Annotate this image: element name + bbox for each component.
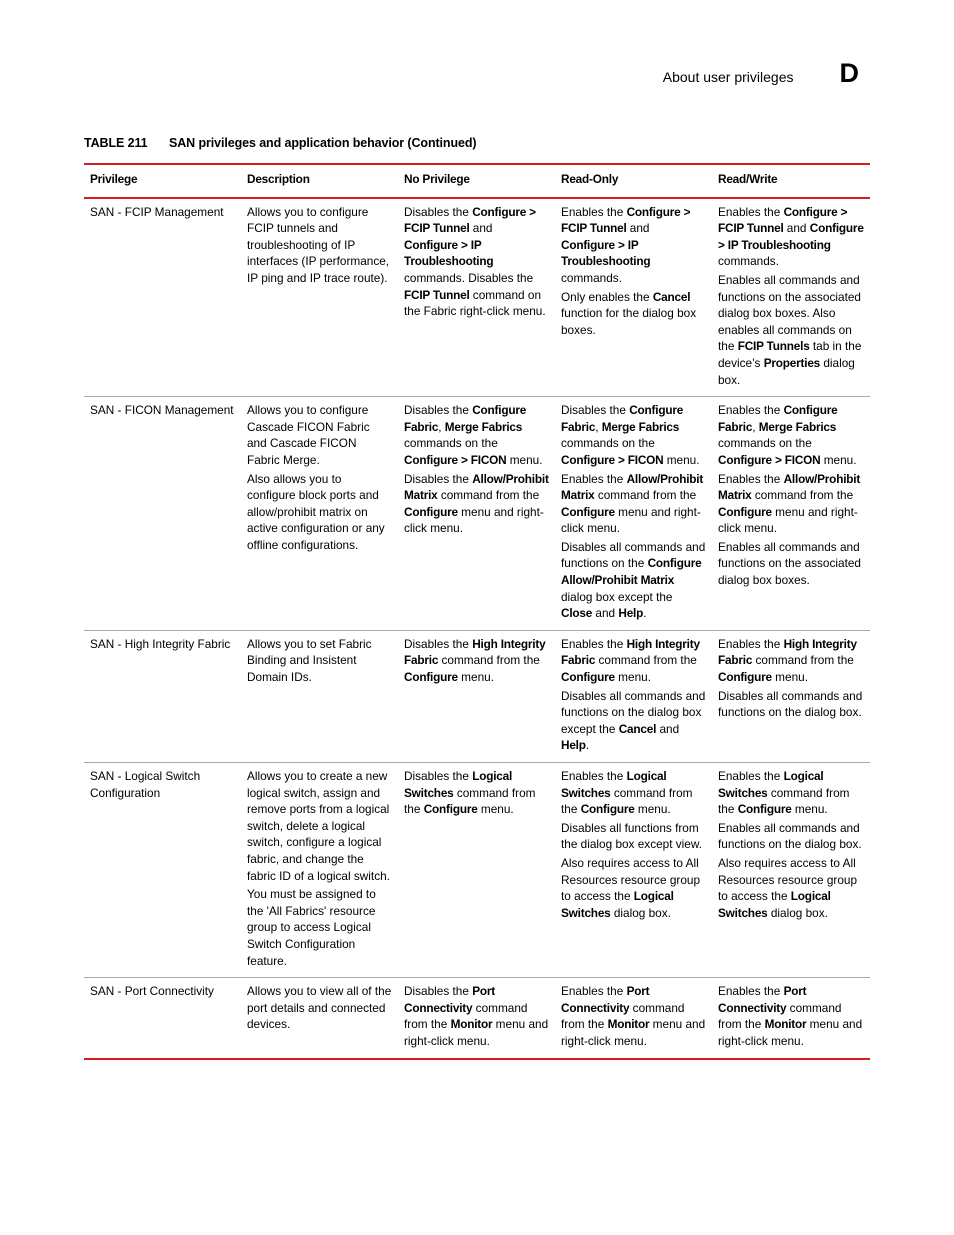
ui-command-label: Configure > FICON xyxy=(404,452,507,467)
cell-paragraph: Enables all commands and functions on the dialog box. xyxy=(718,820,862,852)
read-write-cell xyxy=(712,397,870,631)
chapter-letter: D xyxy=(839,58,859,88)
ui-command-label: High Integrity Fabric xyxy=(718,636,857,668)
ui-command-label: Cancel xyxy=(618,721,657,736)
cell-paragraph: Also allows you to configure block ports and allow/prohibit matrix on active configuration or any offline configurations. xyxy=(247,471,385,552)
ui-command-label: Logical Switches xyxy=(561,889,674,920)
read-only-cell xyxy=(555,763,712,978)
description-cell xyxy=(241,630,398,762)
table-body xyxy=(84,198,870,1059)
privilege-cell: SAN - FICON Management xyxy=(84,397,241,631)
privilege-cell: SAN - Port Connectivity xyxy=(84,978,241,1059)
ui-command-label: Monitor xyxy=(450,1017,493,1032)
ui-command-label: Configure xyxy=(718,504,772,519)
cell-paragraph: Enables all commands and functions on the associated dialog box boxes. Also enables all commands on the FCIP Tunnels tab in the device’s Properties dialog box. xyxy=(718,272,862,387)
cell-paragraph: Allows you to configure Cascade FICON Fabric and Cascade FICON Fabric Merge. xyxy=(247,403,370,467)
no-privilege-cell xyxy=(398,397,555,631)
column-header-read-write: Read/Write xyxy=(712,164,870,198)
read-write-cell xyxy=(712,630,870,762)
ui-command-label: Port Connectivity xyxy=(404,984,495,1015)
cell-paragraph: Enables all commands and functions on the associated dialog box boxes. xyxy=(718,539,861,588)
read-only-cell xyxy=(555,630,712,762)
cell-paragraph: Disables all commands and functions on the Configure Allow/Prohibit Matrix dialog box except the Close and Help. xyxy=(561,539,706,621)
ui-command-label: High Integrity Fabric xyxy=(561,636,700,668)
ui-command-label: Configure Allow/Prohibit Matrix xyxy=(561,556,702,588)
cell-paragraph: Only enables the Cancel function for the dialog box boxes. xyxy=(561,289,697,337)
read-write-cell xyxy=(712,763,870,978)
table-row xyxy=(84,630,870,762)
cell-paragraph: Enables the Logical Switches command from the Configure menu. xyxy=(561,769,693,817)
cell-paragraph: Allows you to create a new logical switch, assign and remove ports from a logical switch, delete a logical switch, configure a logical fabric, and change the fabric ID of a logical switch. xyxy=(247,769,390,883)
ui-command-label: Logical Switches xyxy=(404,769,513,800)
cell-paragraph: Disables all functions from the dialog box except view. xyxy=(561,820,702,852)
ui-command-label: Logical Switches xyxy=(718,889,831,920)
ui-command-label: Allow/Prohibit Matrix xyxy=(718,471,861,503)
ui-command-label: Merge Fabrics xyxy=(601,419,680,434)
ui-command-label: Configure Fabric xyxy=(404,403,527,434)
ui-command-label: Configure Fabric xyxy=(718,403,838,434)
no-privilege-cell xyxy=(398,198,555,397)
description-cell xyxy=(241,397,398,631)
ui-command-label: Merge Fabrics xyxy=(758,419,837,434)
ui-command-label: Configure xyxy=(404,670,458,685)
ui-command-label: Configure > IP Troubleshooting xyxy=(718,221,864,252)
ui-command-label: Logical Switches xyxy=(718,769,824,800)
privileges-table xyxy=(84,163,870,1060)
ui-command-label: Configure > FCIP Tunnel xyxy=(404,204,536,236)
ui-command-label: Configure xyxy=(423,802,478,817)
ui-command-label: Close xyxy=(561,606,593,621)
table-row xyxy=(84,397,870,631)
table-header xyxy=(84,164,870,198)
cell-paragraph: Disables the Configure > FCIP Tunnel and Configure > IP Troubleshooting commands. Disables the FCIP Tunnel command on the Fabric right-click menu. xyxy=(404,204,546,319)
ui-command-label: Allow/Prohibit Matrix xyxy=(404,471,549,503)
cell-paragraph: Enables the Port Connectivity command from the Monitor menu and right-click menu. xyxy=(718,984,863,1048)
cell-paragraph: Enables the Port Connectivity command from the Monitor menu and right-click menu. xyxy=(561,984,706,1048)
read-only-cell xyxy=(555,978,712,1059)
cell-paragraph: Enables the Configure > FCIP Tunnel and Configure > IP Troubleshooting commands. xyxy=(561,204,691,285)
ui-command-label: Configure > IP Troubleshooting xyxy=(561,237,651,269)
table-number: TABLE 211 xyxy=(84,136,148,150)
read-only-cell xyxy=(555,397,712,631)
column-header-read-only: Read-Only xyxy=(555,164,712,198)
column-header-description: Description xyxy=(241,164,398,198)
ui-command-label: Help xyxy=(618,606,644,621)
ui-command-label: FCIP Tunnels xyxy=(737,339,810,354)
column-header-no-privilege: No Privilege xyxy=(398,164,555,198)
ui-command-label: Cancel xyxy=(652,289,691,304)
privilege-cell: SAN - Logical Switch Configuration xyxy=(84,763,241,978)
no-privilege-cell xyxy=(398,763,555,978)
ui-command-label: Logical Switches xyxy=(561,769,667,800)
cell-paragraph: Enables the Configure > FCIP Tunnel and Configure > IP Troubleshooting commands. xyxy=(718,204,864,269)
cell-paragraph: Enables the Allow/Prohibit Matrix command from the Configure menu and right-click menu. xyxy=(561,471,704,536)
table-caption xyxy=(84,136,476,150)
table-row xyxy=(84,198,870,397)
cell-paragraph: Enables the High Integrity Fabric command from the Configure menu. xyxy=(718,636,857,685)
ui-command-label: Properties xyxy=(763,355,821,370)
column-header-privilege: Privilege xyxy=(84,164,241,198)
no-privilege-cell xyxy=(398,978,555,1059)
cell-paragraph: Also requires access to All Resources resource group to access the Logical Switches dialog box. xyxy=(718,855,858,920)
read-write-cell xyxy=(712,198,870,397)
cell-paragraph: Disables the High Integrity Fabric command from the Configure menu. xyxy=(404,636,546,685)
cell-paragraph: Enables the Logical Switches command from the Configure menu. xyxy=(718,769,850,817)
table-row xyxy=(84,978,870,1059)
ui-command-label: Configure xyxy=(561,670,615,685)
cell-paragraph: Disables the Allow/Prohibit Matrix command from the Configure menu and right-click menu. xyxy=(404,471,549,536)
ui-command-label: FCIP Tunnel xyxy=(404,287,470,302)
ui-command-label: Port Connectivity xyxy=(561,984,650,1015)
cell-paragraph: Enables the Allow/Prohibit Matrix command from the Configure menu and right-click menu. xyxy=(718,471,861,536)
cell-paragraph: Allows you to set Fabric Binding and Insistent Domain IDs. xyxy=(247,636,372,685)
ui-command-label: Configure > FICON xyxy=(718,452,821,467)
page-header xyxy=(663,58,859,89)
ui-command-label: Merge Fabrics xyxy=(444,419,523,434)
cell-paragraph: Disables the Configure Fabric, Merge Fabrics commands on the Configure > FICON menu. xyxy=(404,403,543,467)
ui-command-label: Port Connectivity xyxy=(718,984,807,1015)
no-privilege-cell xyxy=(398,630,555,762)
cell-paragraph: You must be assigned to the 'All Fabrics' resource group to access Logical Switch Configuration feature. xyxy=(247,887,376,968)
read-only-cell xyxy=(555,198,712,397)
table-row xyxy=(84,763,870,978)
privilege-cell: SAN - FCIP Management xyxy=(84,198,241,397)
ui-command-label: Configure xyxy=(718,670,772,685)
table-title: SAN privileges and application behavior (Continued) xyxy=(169,136,477,150)
description-cell xyxy=(241,198,398,397)
ui-command-label: Configure xyxy=(580,802,635,817)
cell-paragraph: Enables the High Integrity Fabric command from the Configure menu. xyxy=(561,636,700,685)
cell-paragraph: Disables the Port Connectivity command from the Monitor menu and right-click menu. xyxy=(404,984,549,1048)
cell-paragraph: Disables all commands and functions on the dialog box. xyxy=(718,688,863,720)
ui-command-label: Configure > FCIP Tunnel xyxy=(561,204,691,236)
ui-command-label: Monitor xyxy=(764,1017,807,1032)
ui-command-label: Configure > IP Troubleshooting xyxy=(404,237,494,269)
description-cell xyxy=(241,978,398,1059)
read-write-cell xyxy=(712,978,870,1059)
cell-paragraph: Enables the Configure Fabric, Merge Fabrics commands on the Configure > FICON menu. xyxy=(718,403,857,467)
ui-command-label: Configure Fabric xyxy=(561,403,684,434)
cell-paragraph: Allows you to configure FCIP tunnels and troubleshooting of IP interfaces (IP performance, IP ping and IP trace route). xyxy=(247,204,390,285)
ui-command-label: Configure xyxy=(561,504,615,519)
ui-command-label: Configure > FICON xyxy=(561,452,664,467)
ui-command-label: Help xyxy=(561,738,586,753)
section-title: About user privileges xyxy=(662,68,794,85)
cell-paragraph: Disables the Logical Switches command from the Configure menu. xyxy=(404,769,536,817)
cell-paragraph: Also requires access to All Resources resource group to access the Logical Switches dialog box. xyxy=(561,855,701,920)
ui-command-label: Configure > FCIP Tunnel xyxy=(718,204,848,236)
cell-paragraph: Disables all commands and functions on the dialog box except the Cancel and Help. xyxy=(561,688,706,753)
cell-paragraph: Disables the Configure Fabric, Merge Fabrics commands on the Configure > FICON menu. xyxy=(561,403,700,467)
ui-command-label: Configure xyxy=(404,504,458,519)
ui-command-label: Monitor xyxy=(607,1017,650,1032)
privilege-cell: SAN - High Integrity Fabric xyxy=(84,630,241,762)
description-cell xyxy=(241,763,398,978)
ui-command-label: Allow/Prohibit Matrix xyxy=(561,471,704,503)
ui-command-label: Configure xyxy=(737,802,792,817)
ui-command-label: High Integrity Fabric xyxy=(404,636,546,668)
cell-paragraph: Allows you to view all of the port details and connected devices. xyxy=(247,984,392,1032)
